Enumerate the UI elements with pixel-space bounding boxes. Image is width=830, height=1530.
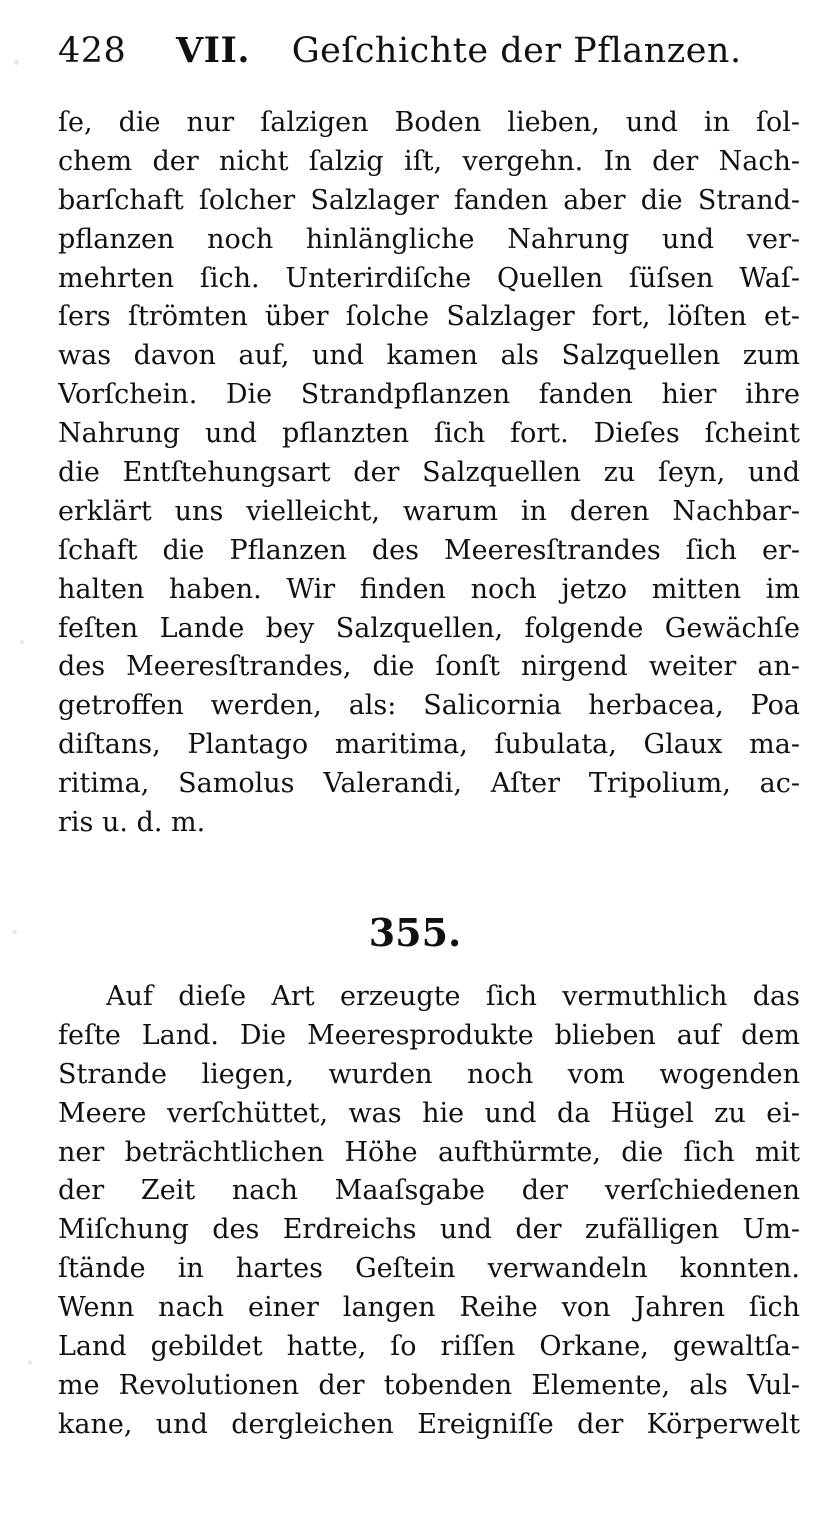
chapter-number: VII.	[175, 30, 251, 71]
section-number: 355.	[368, 910, 462, 955]
text-line: die Entſtehungsart der Salzquellen zu ſeyn, und	[58, 457, 800, 489]
text-line: me Revolutionen der tobenden Elemente, als Vul-	[58, 1369, 800, 1401]
text-line: Meere verſchüttet, was hie und da Hügel zu ei-	[58, 1097, 800, 1129]
page-number: 428	[58, 31, 127, 71]
text-line: ſe, die nur ſalzigen Boden lieben, und in ſol-	[58, 107, 800, 138]
text-line: barſchaft ſolcher Salzlager fanden aber die Strand-	[58, 184, 800, 216]
text-line: was davon auf, und kamen als Salzquellen zum	[58, 340, 800, 372]
text-line: ris u. d. m.	[58, 807, 206, 839]
text-line: des Meeresſtrandes, die ſonſt nirgend weiter an-	[58, 651, 800, 683]
text-line: Miſchung des Erdreichs und der zufälligen Um-	[58, 1214, 800, 1246]
text-line: feſte Land. Die Meeresprodukte blieben auf dem	[58, 1019, 800, 1051]
paper-speck	[14, 60, 19, 65]
paper-speck	[28, 1360, 32, 1365]
text-line: ritima, Samolus Valerandi, Aſter Tripolium, ac-	[58, 768, 800, 800]
text-line: ſers ſtrömten über ſolche Salzlager fort, löſten et-	[58, 301, 800, 333]
text-line: erklärt uns vielleicht, warum in deren Nachbar-	[58, 495, 800, 527]
text-line: mehrten ſich. Unterirdiſche Quellen ſüſsen Waſ-	[58, 262, 800, 294]
text-line: ſtände in hartes Geſtein verwandeln konnten.	[58, 1253, 800, 1285]
text-line: der Zeit nach Maaſsgabe der verſchiedenen	[58, 1175, 800, 1207]
text-line: ſchaft die Pflanzen des Meeresſtrandes ſich er-	[58, 534, 800, 566]
paragraph-section-355	[58, 978, 800, 1445]
running-title: Geſchichte der Pflanzen.	[291, 31, 742, 71]
text-line: diſtans, Plantago maritima, ſubulata, Glaux ma-	[58, 729, 800, 761]
text-line: feſten Lande bey Salzquellen, folgende Gewächſe	[58, 612, 800, 644]
text-line: Land gebildet hatte, ſo riſſen Orkane, gewaltſa-	[58, 1331, 800, 1363]
text-line: pflanzen noch hinlängliche Nahrung und ver-	[58, 223, 800, 255]
paragraph-continued	[58, 104, 800, 843]
text-line: Auf dieſe Art erzeugte ſich vermuthlich das	[106, 981, 800, 1012]
text-line: Wenn nach einer langen Reihe von Jahren ſich	[58, 1292, 800, 1324]
text-line: Nahrung und pflanzten ſich fort. Dieſes ſcheint	[58, 418, 800, 450]
text-line: halten haben. Wir finden noch jetzo mitten im	[58, 573, 800, 605]
text-line: getroffen werden, als: Salicornia herbacea, Poa	[58, 690, 800, 722]
running-header	[58, 30, 742, 80]
paper-speck	[20, 640, 24, 644]
text-line: kane, und dergleichen Ereigniſſe der Körperwelt	[58, 1408, 800, 1440]
text-line: ner beträchtlichen Höhe aufthürmte, die ſich mit	[58, 1136, 800, 1168]
text-line: Strande liegen, wurden noch vom wogenden	[58, 1058, 800, 1090]
text-line: chem der nicht ſalzig iſt, vergehn. In der Nach-	[58, 145, 800, 177]
text-line: Vorſchein. Die Strandpflanzen fanden hier ihre	[58, 379, 800, 411]
